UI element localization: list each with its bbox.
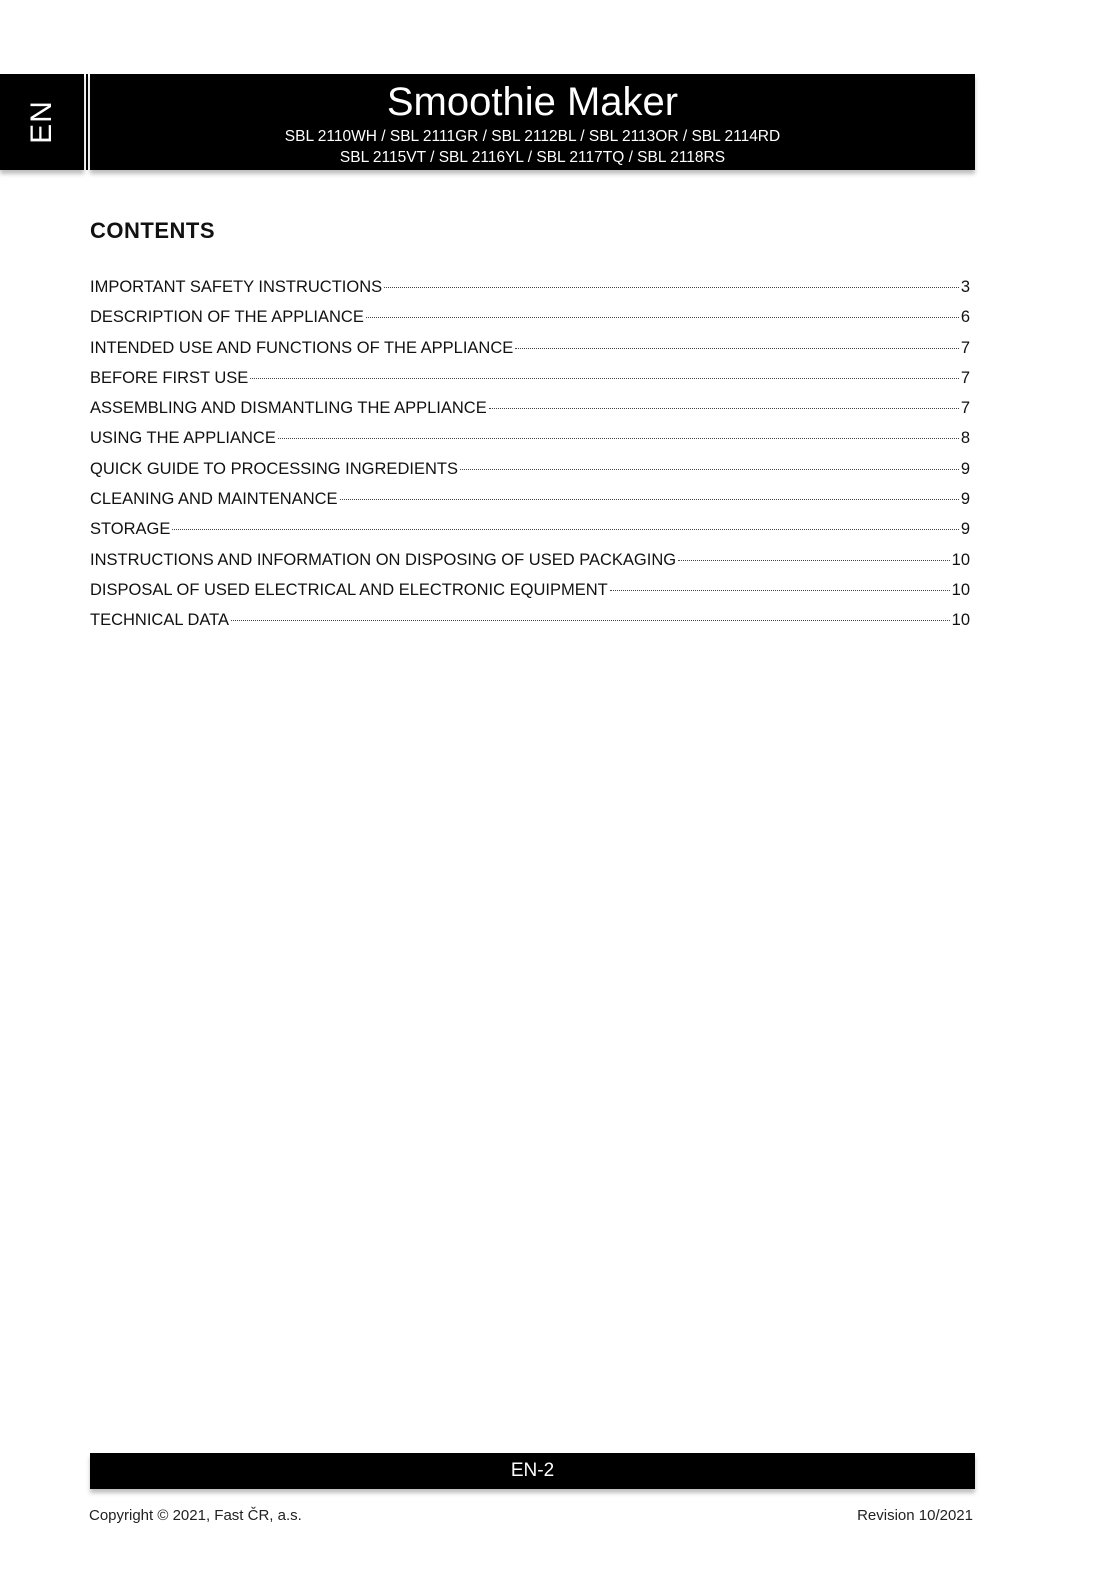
dot-leader [278, 438, 959, 439]
product-title: Smoothie Maker [386, 80, 679, 124]
language-label: EN [25, 100, 58, 144]
toc-entry[interactable] [90, 397, 970, 427]
toc-entry-page: 6 [960, 308, 970, 327]
dot-leader [678, 560, 950, 561]
toc-entry[interactable] [90, 579, 970, 609]
dot-leader [610, 590, 950, 591]
toc-entry[interactable] [90, 609, 970, 639]
dot-leader [489, 408, 959, 409]
toc-entry-page: 10 [951, 611, 970, 630]
toc-entry-page: 10 [951, 550, 970, 569]
toc-entry-label: CLEANING AND MAINTENANCE [90, 490, 338, 509]
language-tab [0, 74, 84, 170]
toc-entry-label: STORAGE [90, 520, 171, 539]
toc-entry-page: 9 [960, 459, 970, 478]
toc-entry-page: 10 [951, 580, 970, 599]
toc-entry-label: ASSEMBLING AND DISMANTLING THE APPLIANCE [90, 399, 487, 418]
toc-entry-label: TECHNICAL DATA [90, 611, 230, 630]
toc-entry[interactable] [90, 367, 970, 397]
model-numbers-line-1: SBL 2110WH / SBL 2111GR / SBL 2112BL / SBL 2113OR / SBL 2114RD [284, 128, 781, 145]
toc-entry-label: BEFORE FIRST USE [90, 368, 249, 387]
toc-entry-page: 7 [960, 338, 970, 357]
dot-leader [460, 469, 959, 470]
toc-entry[interactable] [90, 518, 970, 548]
dot-leader [384, 287, 959, 288]
dot-leader [366, 317, 959, 318]
toc-entry-page: 9 [960, 520, 970, 539]
dot-leader [250, 378, 959, 379]
revision-label: Revision 10/2021 [857, 1507, 973, 1524]
page-number: EN-2 [510, 1460, 555, 1481]
toc-entry-page: 8 [960, 429, 970, 448]
toc-entry-page: 7 [960, 399, 970, 418]
toc-entry-label: DISPOSAL OF USED ELECTRICAL AND ELECTRONIC EQUIPMENT [90, 580, 608, 599]
toc-entry[interactable] [90, 549, 970, 579]
table-of-contents [90, 276, 970, 640]
page-number-bar [90, 1453, 975, 1489]
dot-leader [172, 529, 958, 530]
toc-entry[interactable] [90, 306, 970, 336]
dot-leader [515, 348, 959, 349]
document-header [90, 74, 975, 170]
toc-entry[interactable] [90, 488, 970, 518]
toc-entry-page: 7 [960, 368, 970, 387]
model-numbers-line-2: SBL 2115VT / SBL 2116YL / SBL 2117TQ / SBL 2118RS [339, 149, 726, 166]
toc-entry[interactable] [90, 276, 970, 306]
copyright-notice: Copyright © 2021, Fast ČR, a.s. [89, 1507, 302, 1524]
contents-heading: CONTENTS [90, 218, 215, 243]
toc-entry-label: INSTRUCTIONS AND INFORMATION ON DISPOSING OF USED PACKAGING [90, 550, 677, 569]
toc-entry-label: USING THE APPLIANCE [90, 429, 276, 448]
toc-entry[interactable] [90, 427, 970, 457]
toc-entry-page: 3 [960, 278, 970, 296]
toc-entry-page: 9 [960, 490, 970, 509]
toc-entry-label: INTENDED USE AND FUNCTIONS OF THE APPLIANCE [90, 338, 514, 357]
toc-entry-label: DESCRIPTION OF THE APPLIANCE [90, 308, 364, 327]
dot-leader [340, 499, 959, 500]
toc-entry-label: QUICK GUIDE TO PROCESSING INGREDIENTS [90, 459, 458, 478]
toc-entry[interactable] [90, 337, 970, 367]
toc-entry[interactable] [90, 458, 970, 488]
dot-leader [231, 620, 950, 621]
toc-entry-label: IMPORTANT SAFETY INSTRUCTIONS [90, 278, 383, 296]
